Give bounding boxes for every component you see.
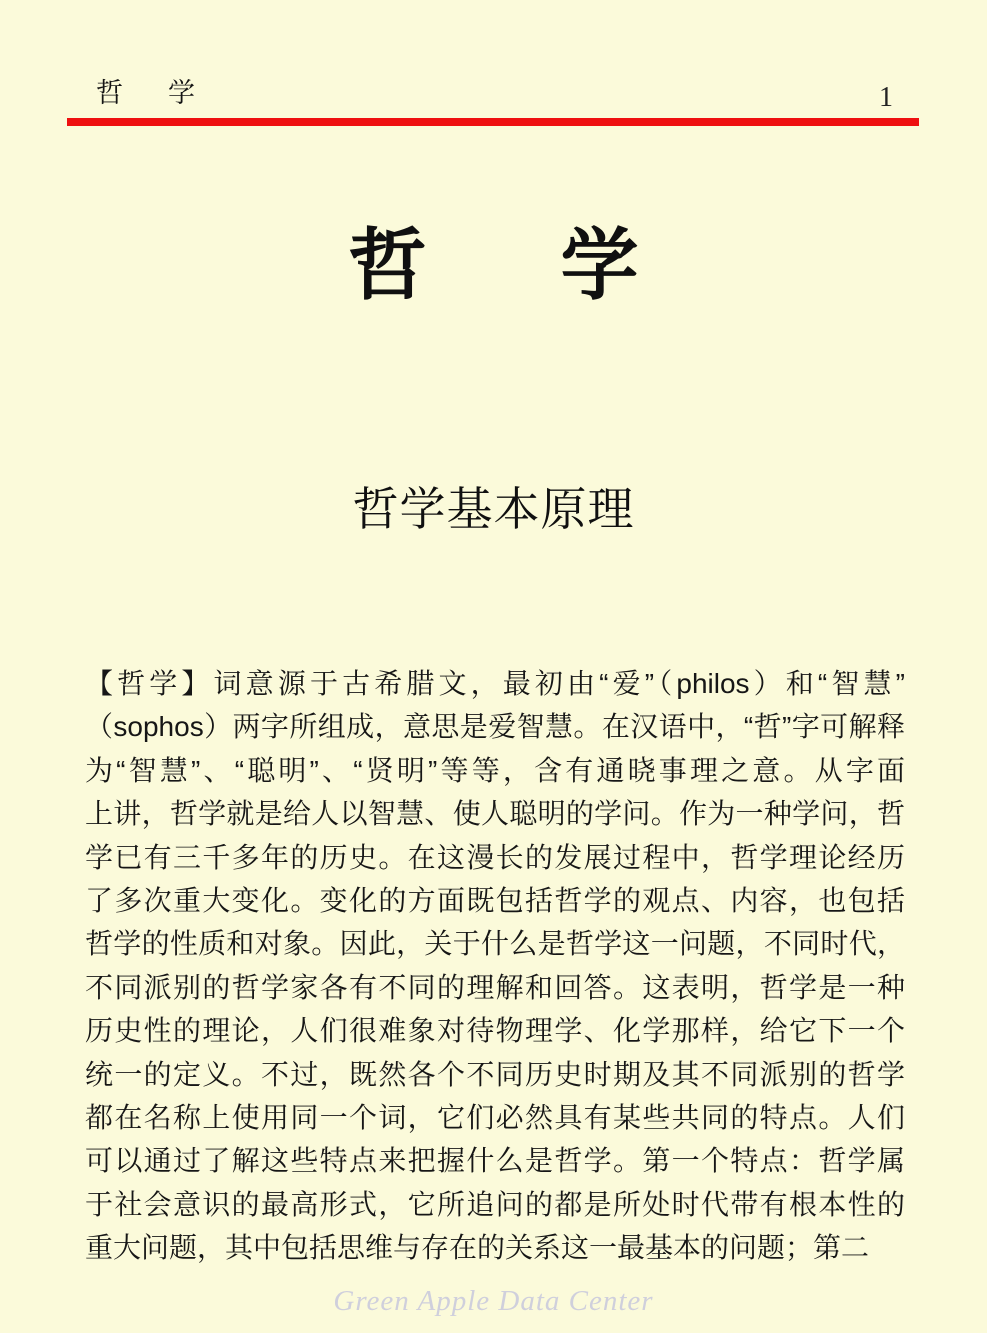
body-line: 上讲，哲学就是给人以智慧、使人聪明的学问。作为一种学问，哲 <box>85 798 905 830</box>
watermark: Green Apple Data Center <box>333 1285 654 1317</box>
body-line: 统一的定义。不过，既然各个不同历史时期及其不同派别的哲学 <box>85 1058 905 1090</box>
body-text <box>85 662 905 1270</box>
body-line: 了多次重大变化。变化的方面既包括哲学的观点、内容，也包括 <box>85 885 905 917</box>
body-line: 学已有三千多年的历史。在这漫长的发展过程中，哲学理论经历 <box>85 841 905 873</box>
running-header-char: 哲 <box>96 78 123 108</box>
header-rule <box>67 118 919 126</box>
body-line: 【哲学】词意源于古希腊文，最初由“爱”（philos）和“智慧” <box>85 668 905 699</box>
body-line: 哲学的性质和对象。因此，关于什么是哲学这一问题，不同时代， <box>85 928 905 960</box>
body-line: 历史性的理论，人们很难象对待物理学、化学那样，给它下一个 <box>85 1015 905 1047</box>
page-number: 1 <box>879 82 893 113</box>
document-title-char: 学 <box>560 221 639 309</box>
document-title-char: 哲 <box>348 221 427 309</box>
document-title <box>0 221 987 309</box>
body-line: 都在名称上使用同一个词，它们必然具有某些共同的特点。人们 <box>85 1102 905 1134</box>
body-line: 可以通过了解这些特点来把握什么是哲学。第一个特点：哲学属 <box>85 1145 905 1177</box>
running-header <box>96 80 195 107</box>
body-line: 重大问题，其中包括思维与存在的关系这一最基本的问题；第二 <box>85 1232 870 1264</box>
body-line: 不同派别的哲学家各有不同的理解和回答。这表明，哲学是一种 <box>85 971 905 1003</box>
body-line: 于社会意识的最高形式，它所追问的都是所处时代带有根本性的 <box>85 1188 905 1220</box>
body-line: 为“智慧”、“聪明”、“贤明”等等，含有通晓事理之意。从字面 <box>85 754 905 786</box>
body-line: （sophos）两字所组成，意思是爱智慧。在汉语中，“哲”字可解释 <box>85 711 905 743</box>
document-subtitle: 哲学基本原理 <box>352 483 635 535</box>
running-header-char: 学 <box>168 78 195 108</box>
